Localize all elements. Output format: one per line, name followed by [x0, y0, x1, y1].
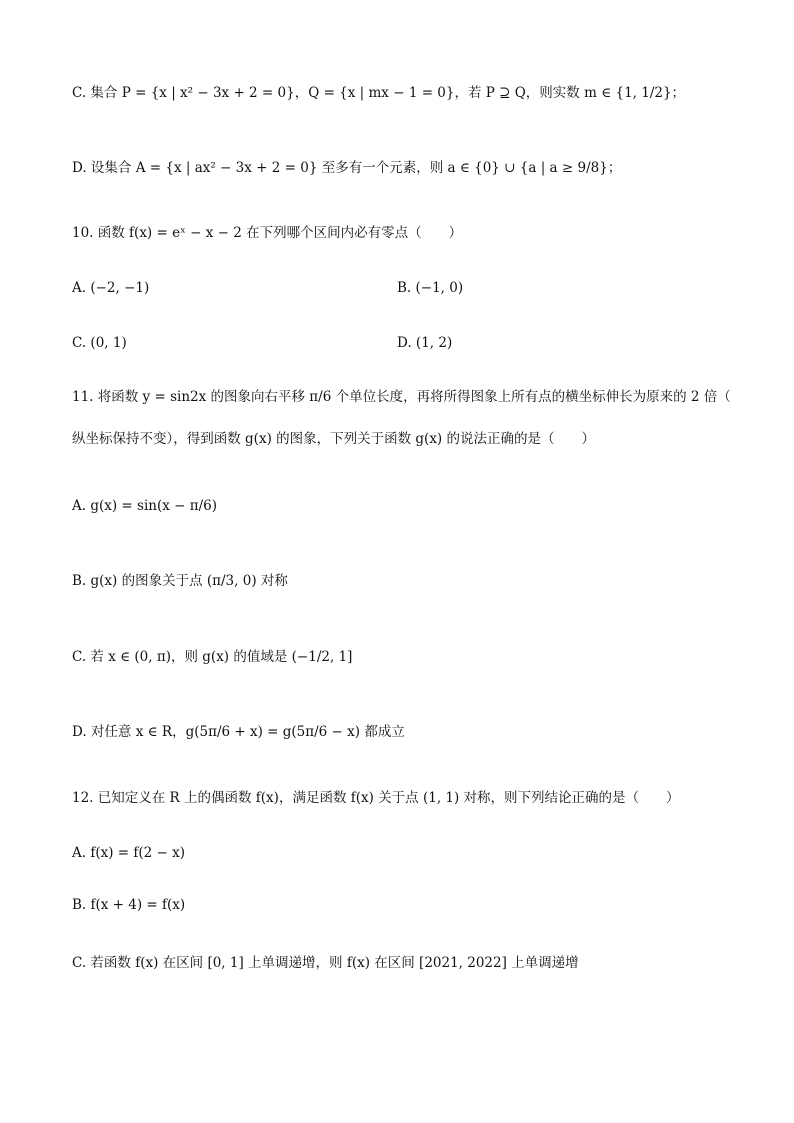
option-b-q11: B. g(x) 的图象关于点 (π/3, 0) 对称 — [72, 573, 288, 589]
question-10: 10. 函数 f(x) = eˣ − x − 2 在下列哪个区间内必有零点（ ） — [72, 225, 463, 241]
option-b-q10: B. (−1, 0) — [397, 280, 464, 296]
option-a-q10: A. (−2, −1) — [72, 280, 150, 296]
option-c-q12: C. 若函数 f(x) 在区间 [0, 1] 上单调递增，则 f(x) 在区间 [2021, 2022] 上单调递增 — [72, 955, 579, 971]
option-c-q10: C. (0, 1) — [72, 335, 127, 351]
option-c-q9: C. 集合 P = {x | x² − 3x + 2 = 0}，Q = {x | mx − 1 = 0}，若 P ⊇ Q，则实数 m ∈ {1, 1/2}； — [72, 85, 686, 101]
option-a-q12: A. f(x) = f(2 − x) — [72, 845, 185, 861]
option-d-q9: D. 设集合 A = {x | ax² − 3x + 2 = 0} 至多有一个元素，则 a ∈ {0} ∪ {a | a ≥ 9/8}； — [72, 160, 622, 176]
option-d-q10: D. (1, 2) — [397, 335, 453, 351]
option-b-q12: B. f(x + 4) = f(x) — [72, 897, 186, 913]
question-11-line-1: 11. 将函数 y = sin2x 的图象向右平移 π/6 个单位长度，再将所得图象上所有点的横坐标伸长为原来的 2 倍（ — [72, 389, 731, 405]
option-d-q11: D. 对任意 x ∈ R，g(5π/6 + x) = g(5π/6 − x) 都成立 — [72, 724, 405, 740]
option-a-q11: A. g(x) = sin(x − π/6) — [72, 498, 218, 514]
question-12: 12. 已知定义在 R 上的偶函数 f(x)，满足函数 f(x) 关于点 (1, 1) 对称，则下列结论正确的是（ ） — [72, 790, 680, 806]
option-c-q11: C. 若 x ∈ (0, π)，则 g(x) 的值域是 (−1/2, 1] — [72, 649, 353, 665]
question-11-line-2: 纵坐标保持不变），得到函数 g(x) 的图象，下列关于函数 g(x) 的说法正确的是（ ） — [72, 431, 595, 447]
